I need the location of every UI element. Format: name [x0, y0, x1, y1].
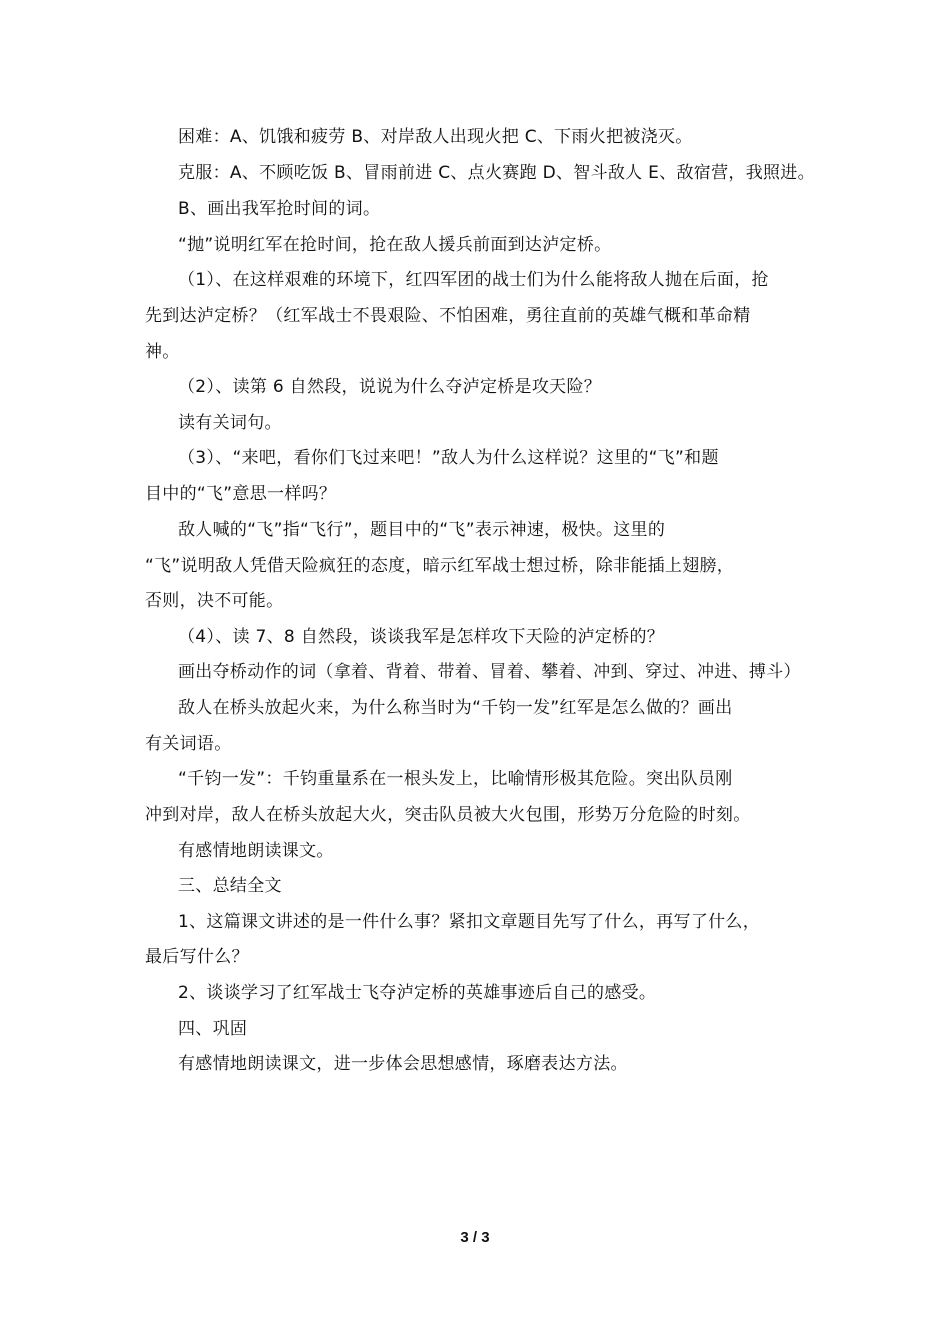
text-line: （2）、读第 6 自然段，说说为什么夺泸定桥是攻天险？ [178, 377, 602, 397]
text-line: B、画出我军抢时间的词。 [178, 199, 381, 219]
text-line: 敌人喊的“飞”指“飞行”，题目中的“飞”表示神速，极快。这里的 [178, 520, 666, 540]
text-line: 读有关词句。 [178, 413, 282, 433]
text-line: 最后写什么？ [145, 947, 249, 967]
text-line: （1）、在这样艰难的环境下，红四军团的战士们为什么能将敌人抛在后面，抢 [178, 270, 769, 290]
text-line: 先到达泸定桥？（红军战士不畏艰险、不怕困难，勇往直前的英雄气概和革命精 [145, 306, 751, 326]
text-line: 神。 [145, 342, 180, 362]
text-line: （4）、读 7、8 自然段，谈谈我军是怎样攻下天险的泸定桥的？ [178, 627, 665, 647]
text-line: “千钧一发”：千钧重量系在一根头发上，比喻情形极其危险。突出队员刚 [178, 769, 733, 789]
text-line: “抛”说明红军在抢时间，抢在敌人援兵前面到达泸定桥。 [178, 235, 612, 255]
text-line: 有感情地朗读课文。 [178, 841, 334, 861]
text-line: （3）、“来吧，看你们飞过来吧！”敌人为什么这样说？这里的“飞”和题 [178, 448, 719, 468]
text-line: 困难：A、饥饿和疲劳 B、对岸敌人出现火把 C、下雨火把被浇灭。 [178, 127, 693, 147]
text-line: 有关词语。 [145, 734, 232, 754]
text-line: “飞”说明敌人凭借天险疯狂的态度，暗示红军战士想过桥，除非能插上翅膀， [145, 556, 735, 576]
section-heading: 四、巩固 [178, 1019, 248, 1039]
section-heading: 三、总结全文 [178, 876, 282, 896]
text-line: 1、这篇课文讲述的是一件什么事？紧扣文章题目先写了什么，再写了什么， [178, 912, 761, 932]
text-line: 有感情地朗读课文，进一步体会思想感情，琢磨表达方法。 [178, 1054, 628, 1074]
text-line: 目中的“飞”意思一样吗？ [145, 484, 337, 504]
page-number: 3 / 3 [460, 1229, 490, 1246]
text-line: 否则，决不可能。 [145, 591, 284, 611]
text-line: 冲到对岸，敌人在桥头放起大火，突击队员被大火包围，形势万分危险的时刻。 [145, 805, 751, 825]
text-line: 敌人在桥头放起火来，为什么称当时为“千钧一发”红军是怎么做的？画出 [178, 698, 733, 718]
text-line: 克服：A、不顾吃饭 B、冒雨前进 C、点火赛跑 D、智斗敌人 E、敌宿营，我照进。 [178, 163, 815, 183]
text-line: 2、谈谈学习了红军战士飞夺泸定桥的英雄事迹后自己的感受。 [178, 983, 657, 1003]
text-line: 画出夺桥动作的词（拿着、背着、带着、冒着、攀着、冲到、穿过、冲进、搏斗） [178, 662, 801, 682]
